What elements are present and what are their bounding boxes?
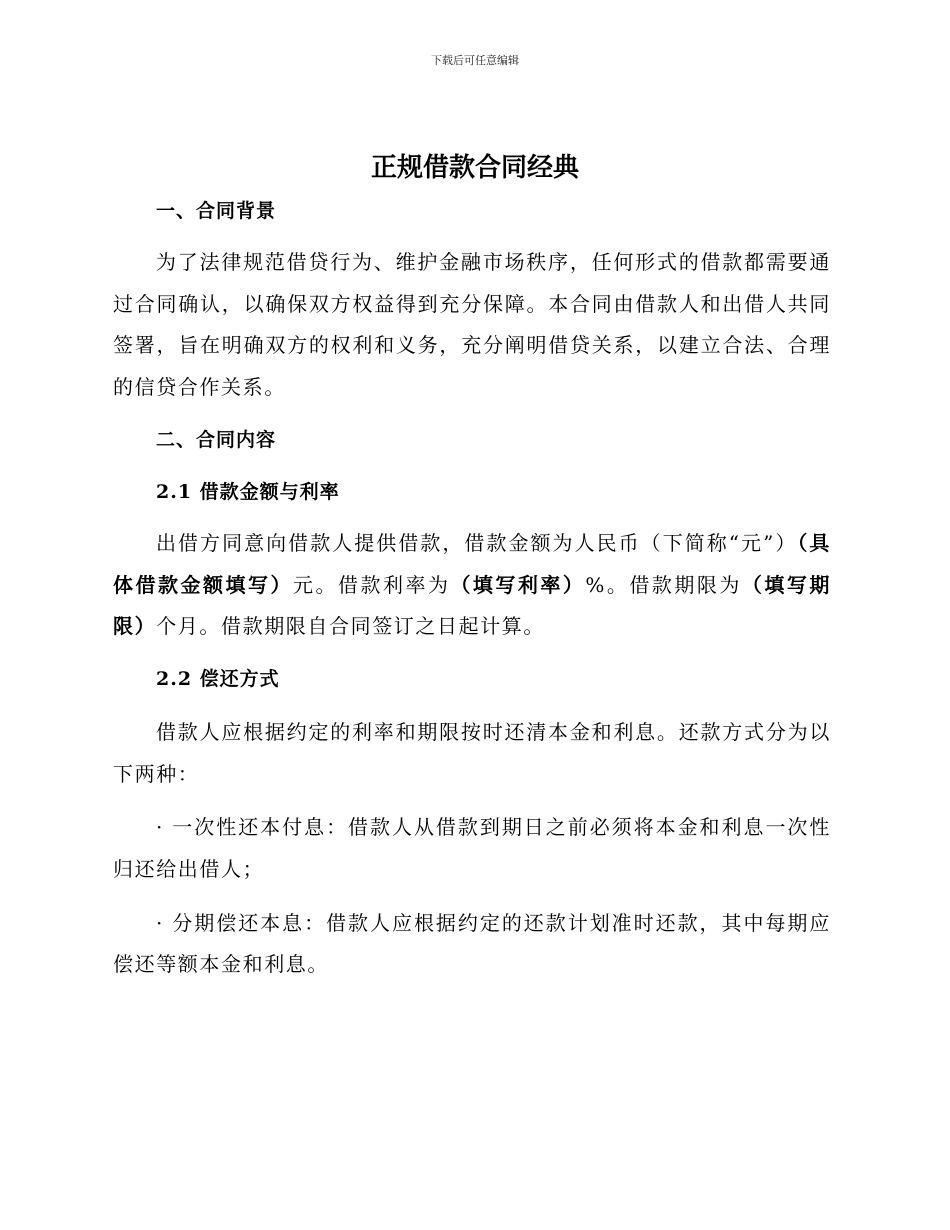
section-heading-background: 一、合同背景 — [156, 200, 277, 222]
rate-placeholder: （填写利率） — [450, 572, 586, 597]
subsection-heading-amount: 2.1 借款金额与利率 — [156, 480, 340, 503]
background-paragraph: 为了法律规范借贷行为、维护金融市场秩序，任何形式的借款都需要通过合同确认，以确保双方权益得到充分保障。本合同由借款人和出借人共同签署，旨在明确双方的权利和义务，充分阐明借贷关系，以建立合法、合理的信贷合作关系。 — [113, 250, 831, 400]
amount-text-1: 出借方同意向借款人提供借款，借款金额为人民币（下简称“元”） — [156, 530, 798, 555]
amount-text-4: 个月。借款期限自合同签订之日起计算。 — [156, 614, 546, 639]
document-title: 正规借款合同经典 — [370, 153, 579, 183]
page-header-note: 下载后可任意编辑 — [431, 54, 519, 67]
repayment-bullet-installment: · 分期偿还本息：借款人应根据约定的还款计划准时还款，其中每期应偿还等额本金和利息。 — [113, 910, 831, 977]
amount-text-2: 元。借款利率为 — [292, 572, 451, 597]
repayment-bullet-lump-sum: · 一次性还本付息：借款人从借款到期日之前必须将本金和利息一次性归还给出借人； — [113, 815, 831, 882]
repayment-intro: 借款人应根据约定的利率和期限按时还清本金和利息。还款方式分为以下两种： — [113, 719, 831, 786]
section-heading-content: 二、合同内容 — [156, 428, 277, 451]
amount-paragraph — [113, 523, 831, 648]
term-placeholder: （填写期限） — [113, 572, 831, 639]
document-body — [113, 192, 831, 986]
subsection-heading-repayment: 2.2 偿还方式 — [156, 667, 280, 690]
amount-text-3: %。借款期限为 — [585, 572, 742, 597]
amount-placeholder: （具体借款金额填写） — [113, 530, 832, 597]
